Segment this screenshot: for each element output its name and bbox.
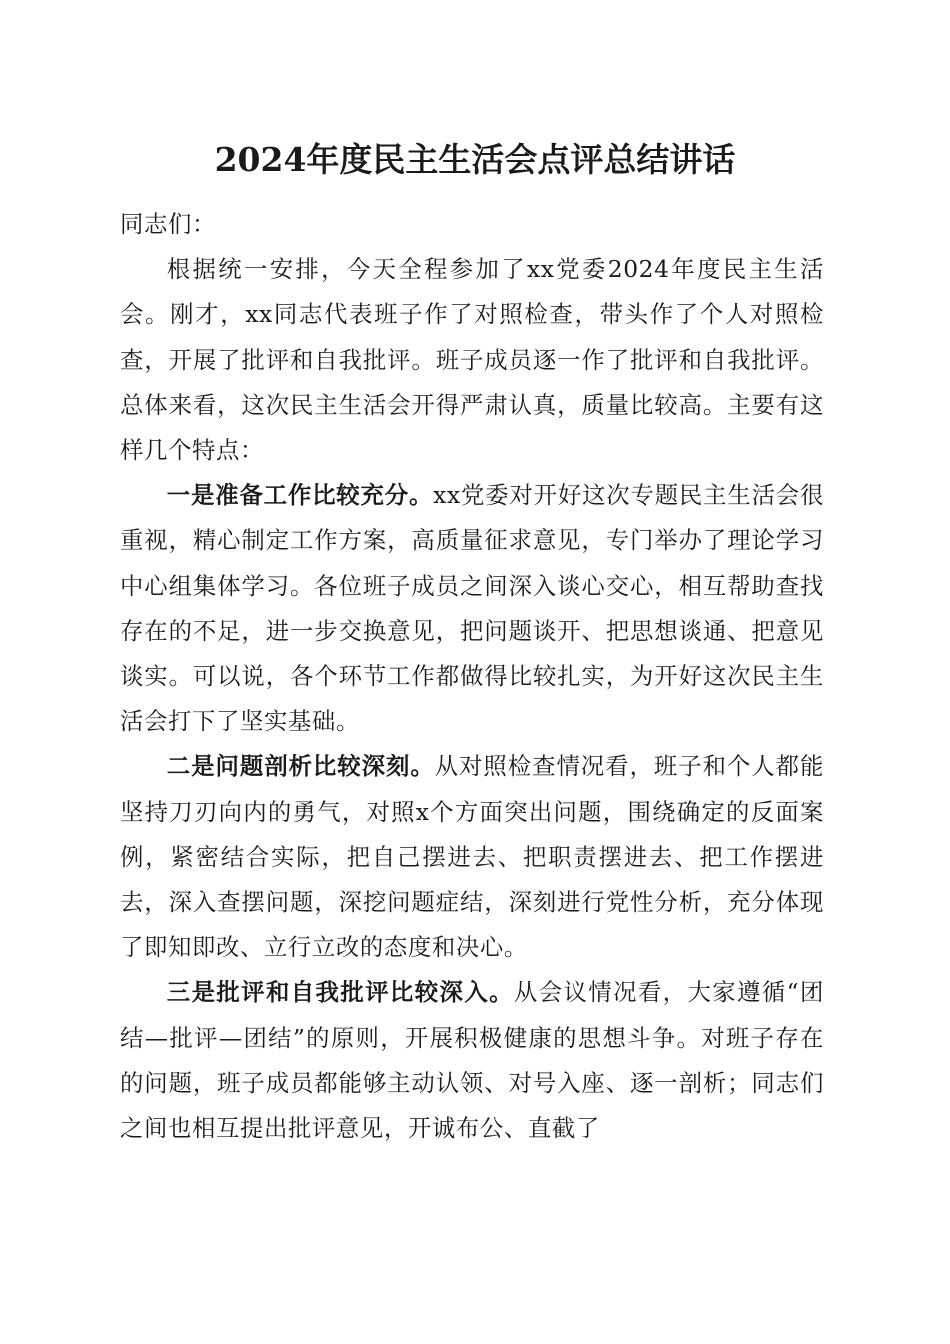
- paragraph-text: 根据统一安排，今天全程参加了xx党委2024年度民主生活会。刚才，xx同志代表班子作了对照检查，带头作了个人对照检查，开展了批评和自我批评。班子成员逐一作了批评和自我批评。总体来看，这次民主生活会开得严肃认真，质量比较高。主要有这样几个特点：: [120, 255, 824, 465]
- paragraph-text: 从会议情况看，大家遵循“团结—批评—团结”的原则，开展积极健康的思想斗争。对班子存在的问题，班子成员都能够主动认领、对号入座、逐一剖析；同志们之间也相互提出批评意见，开诚布公、直截了: [120, 978, 824, 1143]
- paragraph-text: xx党委对开好这次专题民主生活会很重视，精心制定工作方案，高质量征求意见，专门举办了理论学习中心组集体学习。各位班子成员之间深入谈心交心，相互帮助查找存在的不足，进一步交换意见，把问题谈开、把思想谈通、把意见谈实。可以说，各个环节工作都做得比较扎实，为开好这次民主生活会打下了坚实基础。: [120, 481, 824, 736]
- paragraph-lead: 三是批评和自我批评比较深入。: [166, 978, 514, 1007]
- paragraph-intro: [120, 247, 824, 473]
- paragraph-lead: 二是问题剖析比较深刻。: [166, 752, 435, 781]
- document-title: 2024年度民主生活会点评总结讲话: [214, 140, 736, 179]
- paragraph-point-2: [120, 744, 824, 970]
- paragraph-lead: 一是准备工作比较充分。: [166, 481, 434, 510]
- paragraph-text: 从对照检查情况看，班子和个人都能坚持刀刃向内的勇气，对照x个方面突出问题，围绕确定的反面案例，紧密结合实际，把自己摆进去、把职责摆进去、把工作摆进去，深入查摆问题，深挖问题症结，深刻进行党性分析，充分体现了即知即改、立行立改的态度和决心。: [120, 752, 824, 962]
- paragraph-point-1: [120, 473, 824, 744]
- salutation: 同志们：: [120, 210, 216, 238]
- paragraph-point-3: [120, 970, 824, 1151]
- document-body: [120, 200, 824, 1151]
